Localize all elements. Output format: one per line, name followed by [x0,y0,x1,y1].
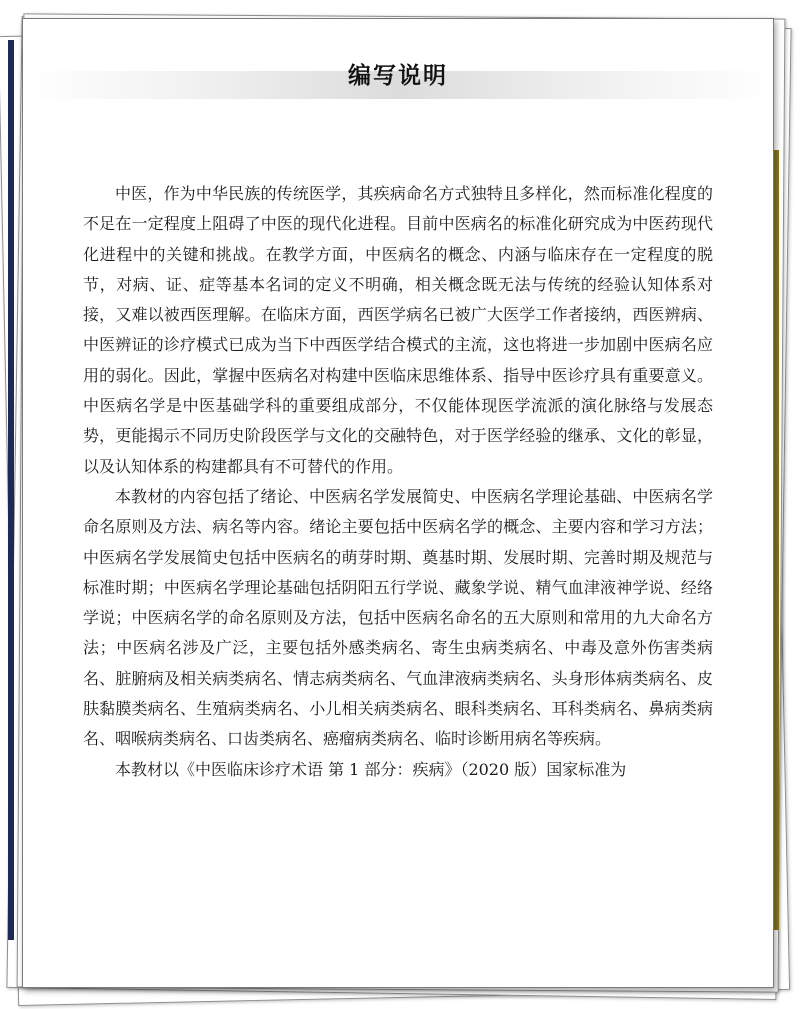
body-text [83,179,713,785]
paragraph: 本教材的内容包括了绪论、中医病名学发展简史、中医病名学理论基础、中医病名学命名原则及方法、病名等内容。绪论主要包括中医病名学的概念、主要内容和学习方法；中医病名学发展简史包括中医病名的萌芽时期、奠基时期、发展时期、完善时期及规范与标准时期；中医病名学理论基础包括阴阳五行学说、藏象学说、精气血津液神学说、经络学说；中医病名学的命名原则及方法，包括中医病名命名的五大原则和常用的九大命名方法；中医病名涉及广泛，主要包括外感类病名、寄生虫病类病名、中毒及意外伤害类病名、脏腑病及相关病类病名、情志病类病名、气血津液病类病名、头身形体病类病名、皮肤黏膜类病名、生殖病类病名、小儿相关病类病名、眼科类病名、耳科类病名、鼻病类病名、咽喉病类病名、口齿类病名、癌瘤病类病名、临时诊断用病名等疾病。 [83,486,713,749]
document-page [22,18,774,988]
book-cover-edge [8,40,14,940]
page-title: 编写说明 [348,63,448,89]
paragraph: 中医，作为中华民族的传统医学，其疾病命名方式独特且多样化，然而标准化程度的不足在一定程度上阻碍了中医的现代化进程。目前中医病名的标准化研究成为中医药现代化进程中的关键和挑战。在教学方面，中医病名的概念、内涵与临床存在一定程度的脱节，对病、证、症等基本名词的定义不明确，相关概念既无法与传统的经验认知体系对接，又难以被西医理解。在临床方面，西医学病名已被广大医学工作者接纳，西医辨病、中医辨证的诊疗模式已成为当下中西医学结合模式的主流，这也将进一步加剧中医病名应用的弱化。因此，掌握中医病名对构建中医临床思维体系、指导中医诊疗具有重要意义。中医病名学是中医基础学科的重要组成部分，不仅能体现医学流派的演化脉络与发展态势，更能揭示不同历史阶段医学与文化的交融特色，对于医学经验的继承、文化的彰显，以及认知体系的构建都具有不可替代的作用。 [83,184,713,476]
paragraph: 本教材以《中医临床诊疗术语 第 1 部分：疾病》（2020 版）国家标准为 [115,759,627,779]
